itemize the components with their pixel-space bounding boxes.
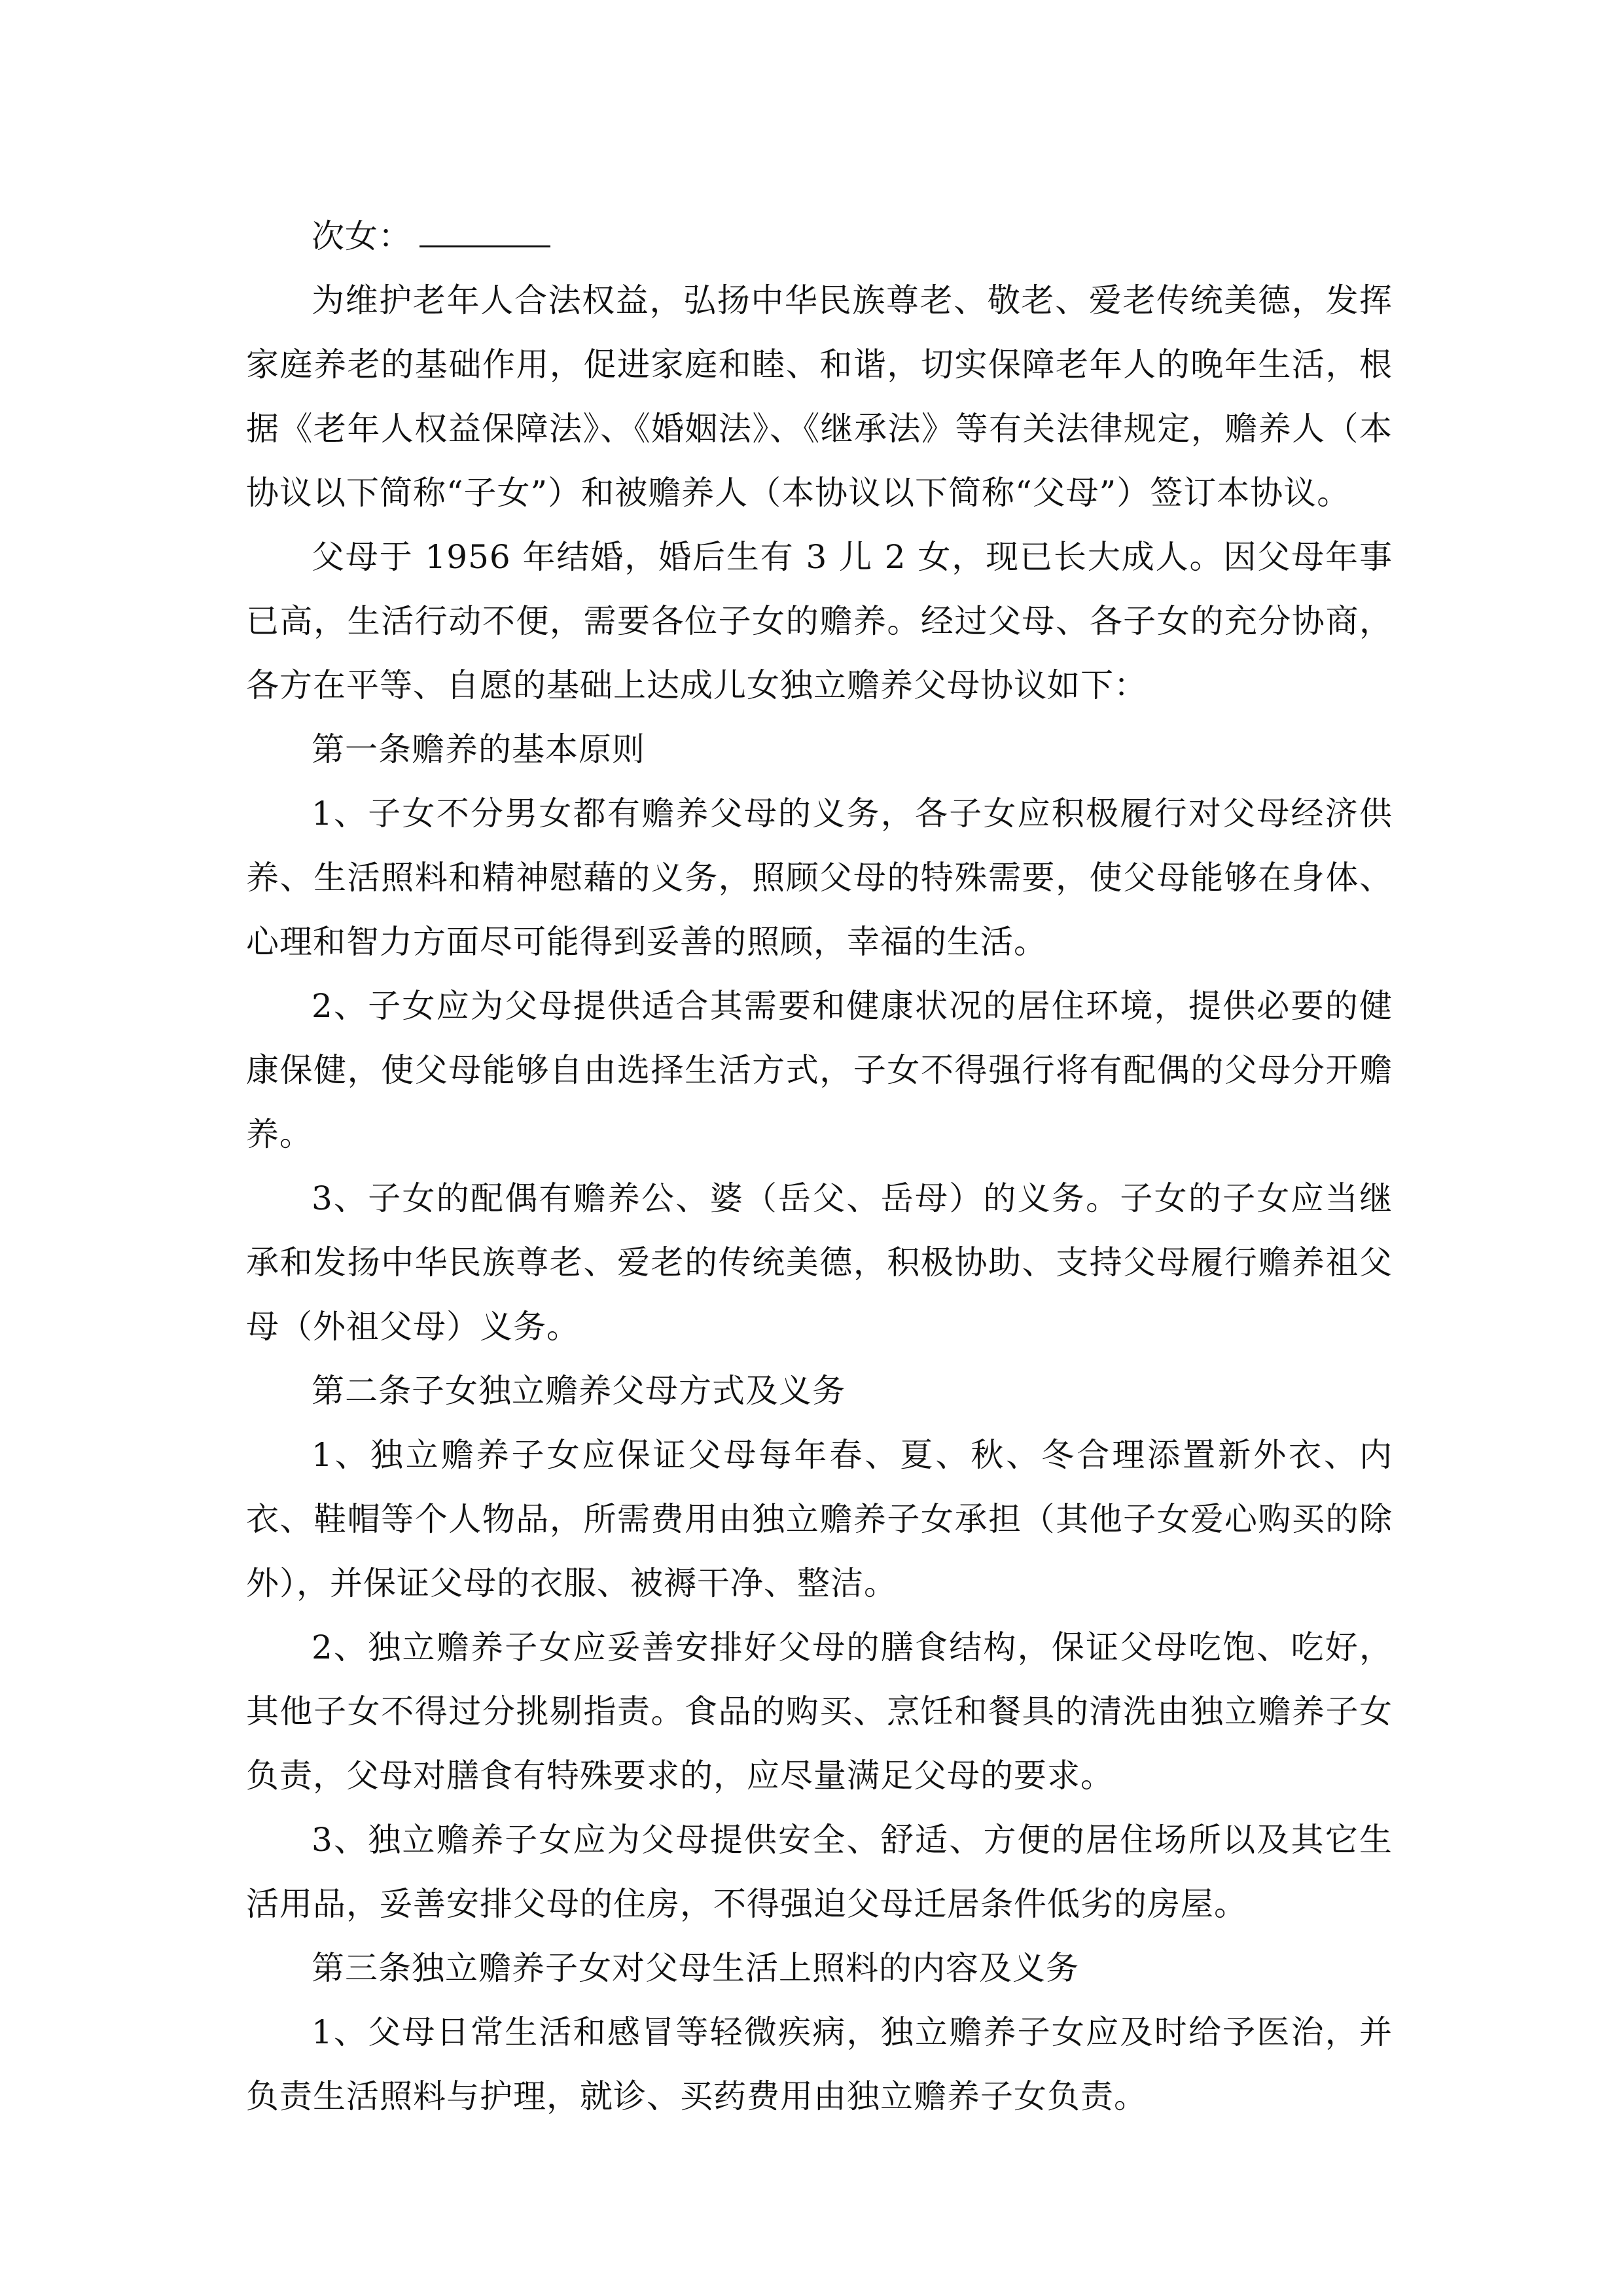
preamble-paragraph: 为维护老年人合法权益，弘扬中华民族尊老、敬老、爱老传统美德，发挥家庭养老的基础作用，促进家庭和睦、和谐，切实保障老年人的晚年生活，根据《老年人权益保障法》、《婚姻法》、《继承法》等有关法律规定，赡养人（本协议以下简称“子女”）和被赡养人（本协议以下简称“父母”）签订本协议。	[246, 281, 1393, 512]
article1-item: 1、子女不分男女都有赡养父母的义务，各子女应积极履行对父母经济供养、生活照料和精神慰藉的义务，照顾父母的特殊需要，使父母能够在身体、心理和智力方面尽可能得到妥善的照顾，幸福的生活。	[246, 795, 1393, 961]
article2-item: 3、独立赡养子女应为父母提供安全、舒适、方便的居住场所以及其它生活用品，妥善安排父母的住房，不得强迫父母迁居条件低劣的房屋。	[246, 1821, 1393, 1923]
article2-title: 第二条子女独立赡养父母方式及义务	[312, 1372, 846, 1410]
article1-item: 2、子女应为父母提供适合其需要和健康状况的居住环境，提供必要的健康保健，使父母能够自由选择生活方式，子女不得强行将有配偶的父母分开赡养。	[246, 987, 1393, 1153]
document-body	[246, 204, 1393, 2128]
article1-item: 3、子女的配偶有赡养公、婆（岳父、岳母）的义务。子女的子女应当继承和发扬中华民族尊老、爱老的传统美德，积极协助、支持父母履行赡养祖父母（外祖父母）义务。	[246, 1179, 1393, 1346]
second-daughter-line	[246, 204, 1393, 268]
second-daughter-blank[interactable]	[419, 218, 550, 247]
article3-item: 1、父母日常生活和感冒等轻微疾病，独立赡养子女应及时给予医治，并负责生活照料与护理，就诊、买药费用由独立赡养子女负责。	[246, 2013, 1393, 2115]
background-paragraph: 父母于 1956 年结婚，婚后生有 3 儿 2 女，现已长大成人。因父母年事已高，生活行动不便，需要各位子女的赡养。经过父母、各子女的充分协商，各方在平等、自愿的基础上达成儿女独立赡养父母协议如下：	[246, 538, 1393, 704]
second-daughter-label: 次女：	[312, 217, 412, 255]
article2-item: 1、独立赡养子女应保证父母每年春、夏、秋、冬合理添置新外衣、内衣、鞋帽等个人物品，所需费用由独立赡养子女承担（其他子女爱心购买的除外），并保证父母的衣服、被褥干净、整洁。	[246, 1436, 1393, 1602]
article2-item: 2、独立赡养子女应妥善安排好父母的膳食结构，保证父母吃饱、吃好，其他子女不得过分挑剔指责。食品的购买、烹饪和餐具的清洗由独立赡养子女负责，父母对膳食有特殊要求的，应尽量满足父母的要求。	[246, 1628, 1393, 1795]
article3-title: 第三条独立赡养子女对父母生活上照料的内容及义务	[312, 1949, 1079, 1987]
article1-title: 第一条赡养的基本原则	[312, 730, 645, 768]
